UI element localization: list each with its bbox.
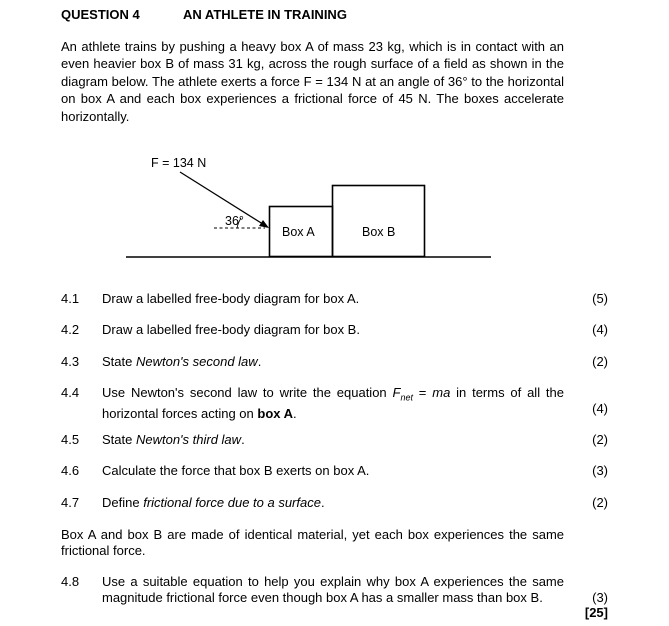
force-arrowhead <box>259 220 269 228</box>
question-text-4-5: State Newton's third law. <box>102 432 245 447</box>
box-a-label: Box A <box>282 225 315 239</box>
question-marks-4-4: (4) <box>592 401 608 416</box>
box-b <box>333 186 425 257</box>
question-text-4-1: Draw a labelled free-body diagram for box A. <box>102 291 360 306</box>
question-text-4-2: Draw a labelled free-body diagram for box B. <box>102 322 360 337</box>
force-diagram <box>0 0 669 270</box>
question-text-4-6: Calculate the force that box B exerts on box A. <box>102 463 370 478</box>
box-b-label: Box B <box>362 225 396 239</box>
question-marks-4-7: (2) <box>592 495 608 510</box>
total-marks: [25] <box>584 605 608 620</box>
question-text-4-8: Use a suitable equation to help you explain why box A experiences the same magnitude frictional force even though box A has a smaller mass than box B. <box>102 574 564 605</box>
question-number: QUESTION 4 <box>61 7 140 22</box>
question-text-4-3: State Newton's second law. <box>102 354 262 369</box>
question-title: AN ATHLETE IN TRAINING <box>183 7 347 22</box>
force-arrow-line <box>180 172 266 226</box>
question-number-4-5: 4.5 <box>61 432 80 447</box>
question-number-4-7: 4.7 <box>61 495 80 510</box>
question-number-4-2: 4.2 <box>61 322 80 337</box>
question-number-4-6: 4.6 <box>61 463 80 478</box>
equation: $F_{net}$ <box>392 385 413 403</box>
angle-label: 36° <box>225 214 244 228</box>
question-number-4-8: 4.8 <box>61 574 80 589</box>
question-marks-4-3: (2) <box>592 354 608 369</box>
question-number-4-1: 4.1 <box>61 291 80 306</box>
box-material-paragraph: Box A and box B are made of identical material, yet each box experiences the same frictional force. <box>61 527 564 558</box>
question-marks-4-2: (4) <box>592 322 608 337</box>
question-marks-4-6: (3) <box>592 463 608 478</box>
question-marks-4-8: (3) <box>592 590 608 605</box>
question-marks-4-1: (5) <box>592 291 608 306</box>
question-number-4-4: 4.4 <box>61 385 80 400</box>
intro-paragraph: An athlete trains by pushing a heavy box A of mass 23 kg, which is in contact with an even heavier box B of mass 31 kg, across the rough surface of a field as shown in the diagram below. The athlete exerts a force F = 134 N at an angle of 36° to the horizontal on box A and each box experiences a frictional force of 45 N. The boxes accelerate horizontally. <box>61 39 564 124</box>
question-marks-4-5: (2) <box>592 432 608 447</box>
question-number-4-3: 4.3 <box>61 354 80 369</box>
force-label: F = 134 N <box>151 156 207 170</box>
question-text-4-7: Define frictional force due to a surface. <box>102 495 325 510</box>
question-text-4-4: Use Newton's second law to write the equation $F_{net}$ = ma in terms of all the horizontal forces acting on box A. <box>102 385 564 421</box>
